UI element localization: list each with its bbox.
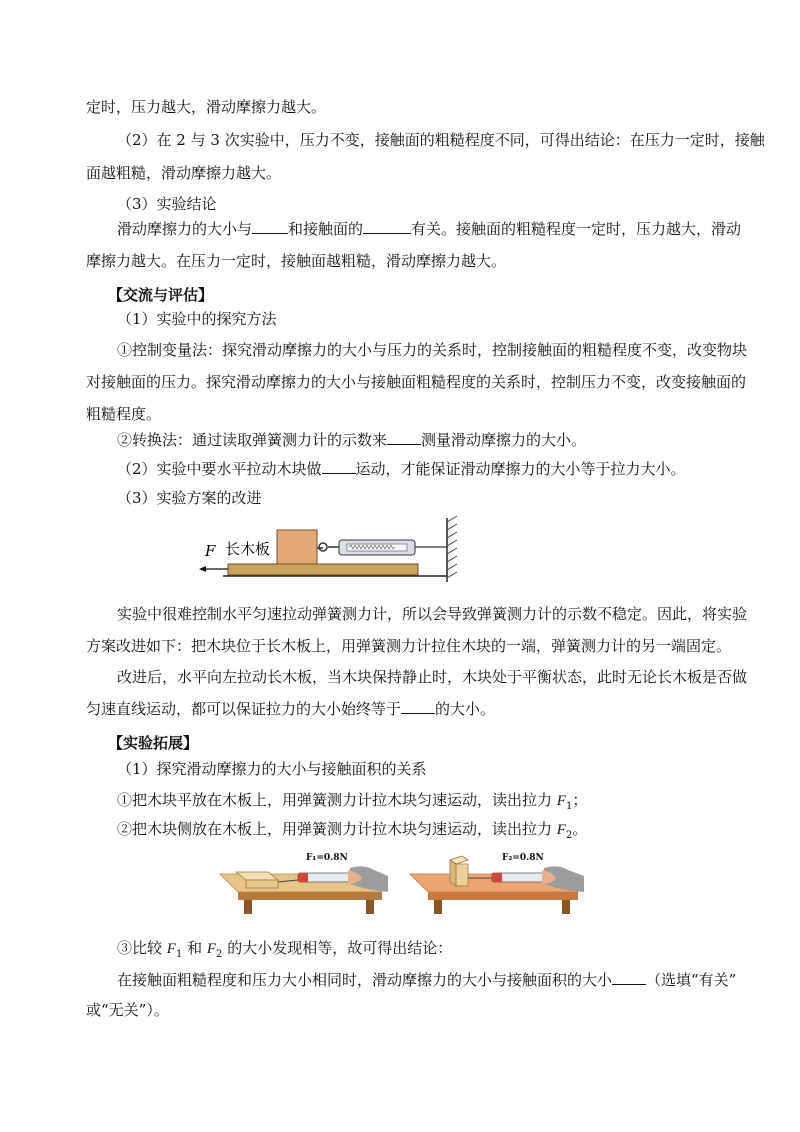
text-line: 面越粗糙，滑动摩擦力越大。 bbox=[86, 164, 282, 182]
subscript: 2 bbox=[565, 830, 573, 841]
text-line bbox=[86, 699, 495, 719]
text-span: 在接触面粗糙程度和压力大小相同时，滑动摩擦力的大小与接触面积的大小 bbox=[117, 971, 613, 989]
fill-blank[interactable] bbox=[252, 219, 288, 234]
text-span: ②转换法：通过读取弹簧测力计的示数来 bbox=[117, 431, 388, 449]
text-line bbox=[117, 459, 686, 479]
text-line: （3）实验结论 bbox=[117, 195, 217, 213]
section-heading: 【实验拓展】 bbox=[108, 734, 199, 752]
text-span: 测量滑动摩擦力的大小。 bbox=[421, 431, 587, 449]
text-line: 或“无关”）。 bbox=[86, 1001, 169, 1019]
force-label: F bbox=[205, 542, 216, 560]
flat-block-photo bbox=[214, 846, 390, 914]
text-line: 改进后，水平向左拉动长木板，当木块保持静止时，木块处于平衡状态，此时无论长木板是否做 bbox=[117, 668, 748, 686]
text-span: ②把木块侧放在木板上，用弹簧测力计拉木块匀速运动，读出拉力 bbox=[117, 820, 557, 838]
text-line: 方案改进如下：把木块位于长木板上，用弹簧测力计拉住木块的一端，弹簧测力计的另一端固定。 bbox=[86, 637, 732, 655]
text-line: 定时，压力越大，滑动摩擦力越大。 bbox=[86, 98, 327, 116]
text-line bbox=[117, 819, 587, 846]
text-line bbox=[117, 790, 587, 817]
subscript: 1 bbox=[565, 801, 573, 812]
wooden-block bbox=[277, 530, 317, 564]
fill-blank[interactable] bbox=[322, 459, 356, 474]
text-line: （2）在 2 与 3 次实验中，压力不变，接触面的粗糙程度不同，可得出结论：在压力一定时，接触 bbox=[117, 131, 765, 149]
text-line bbox=[117, 219, 741, 239]
text-span: （选填“有关” bbox=[646, 971, 737, 989]
side-block-photo bbox=[406, 846, 586, 914]
text-line bbox=[117, 938, 452, 965]
text-span: ③比较 bbox=[117, 939, 167, 957]
force-reading: F₂=0.8N bbox=[502, 853, 544, 863]
section-heading: 【交流与评估】 bbox=[108, 286, 214, 304]
board-label: 长木板 bbox=[225, 540, 271, 558]
text-span: 的大小发现相等，故可得出结论： bbox=[222, 939, 453, 957]
text-span: 匀速直线运动，都可以保证拉力的大小始终等于 bbox=[86, 700, 402, 718]
text-line: （1）探究滑动摩擦力的大小与接触面积的关系 bbox=[117, 760, 427, 778]
fill-blank[interactable] bbox=[387, 430, 421, 445]
subscript: 2 bbox=[216, 949, 223, 960]
text-line: ①控制变量法：探究滑动摩擦力的大小与压力的关系时，控制接触面的粗糙程度不变，改变物块 bbox=[117, 341, 748, 359]
text-span: 滑动摩擦力的大小与 bbox=[117, 220, 253, 238]
text-line: （1）实验中的探究方法 bbox=[117, 310, 277, 328]
variable-F: F bbox=[556, 822, 566, 838]
text-line: 粗糙程度。 bbox=[86, 405, 162, 423]
improved-setup-figure bbox=[195, 512, 465, 588]
text-span: 有关。接触面的粗糙程度一定时，压力越大，滑动 bbox=[411, 220, 742, 238]
fill-blank[interactable] bbox=[363, 219, 411, 234]
text-span: （2）实验中要水平拉动木块做 bbox=[117, 460, 322, 478]
text-span: 的大小。 bbox=[435, 700, 496, 718]
text-line: 实验中很难控制水平匀速拉动弹簧测力计，所以会导致弹簧测力计的示数不稳定。因此，将实验 bbox=[117, 605, 748, 623]
text-span: ； bbox=[572, 791, 588, 809]
arrow-head bbox=[199, 566, 206, 572]
text-span: ①把木块平放在木板上，用弹簧测力计拉木块匀速运动，读出拉力 bbox=[117, 791, 557, 809]
subscript: 1 bbox=[175, 949, 183, 960]
text-line: （3）实验方案的改进 bbox=[117, 489, 262, 507]
force-reading: F₁=0.8N bbox=[306, 853, 348, 863]
text-span: 。 bbox=[572, 820, 588, 838]
fill-blank[interactable] bbox=[612, 970, 646, 985]
wall-hatching bbox=[447, 516, 457, 578]
spring-scale bbox=[328, 540, 447, 555]
text-span: 和 bbox=[182, 939, 207, 957]
text-line bbox=[117, 430, 586, 450]
text-line: 对接触面的压力。探究滑动摩擦力的大小与接触面粗糙程度的关系时，控制压力不变，改变接触面的 bbox=[86, 373, 747, 391]
text-line: 摩擦力越大。在压力一定时，接触面越粗糙，滑动摩擦力越大。 bbox=[86, 252, 507, 270]
hook bbox=[317, 543, 327, 551]
fill-blank[interactable] bbox=[401, 699, 435, 714]
variable-F: F bbox=[206, 941, 217, 957]
variable-F: F bbox=[166, 941, 176, 957]
text-line bbox=[117, 970, 736, 990]
long-board bbox=[228, 564, 418, 575]
text-span: 运动，才能保证滑动摩擦力的大小等于拉力大小。 bbox=[355, 460, 686, 478]
variable-F: F bbox=[556, 793, 566, 809]
text-span: 和接触面的 bbox=[288, 220, 364, 238]
